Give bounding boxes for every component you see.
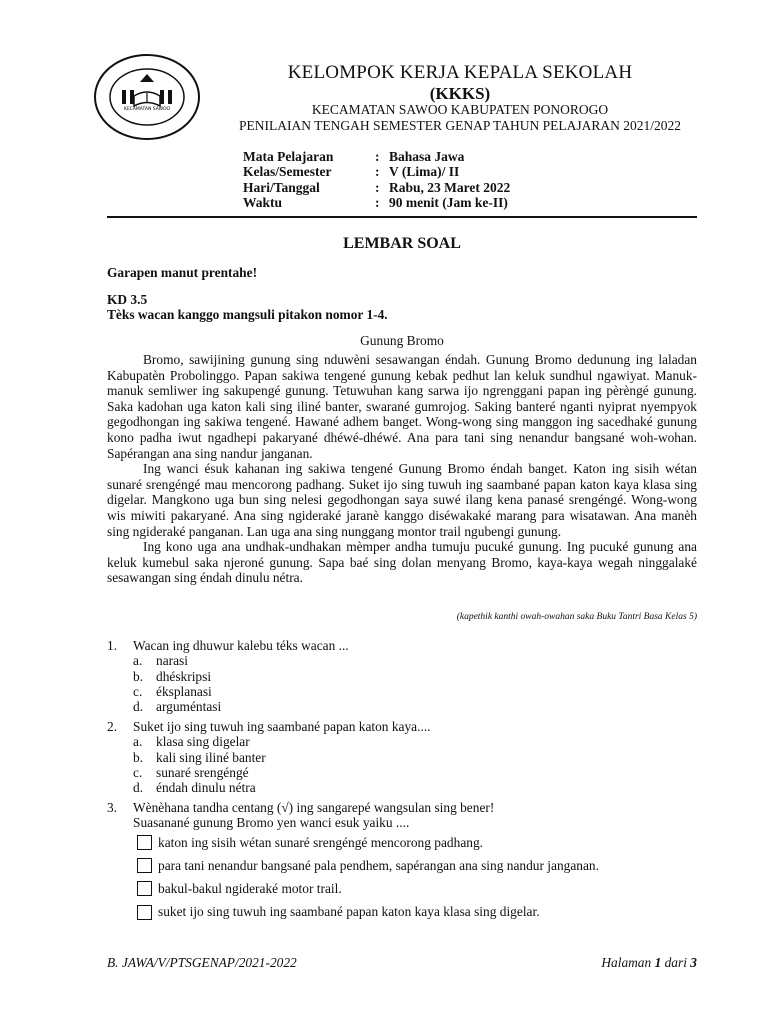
info-row: Kelas/Semester : V (Lima)/ II [243,164,460,180]
question-2: 2. Suket ijo sing tuwuh ing saambané papan katon kaya.... a. klasa sing digelar b. kali sing iliné banter c. sunaré srengéngé d. éndah dinulu nétra [107,719,707,795]
info-row: Mata Pelajaran : Bahasa Jawa [243,149,465,164]
page-footer [107,955,697,971]
option: a. narasi [133,653,188,669]
checkbox-option[interactable]: para tani nenandur bangsané pala pendhem, sapérangan ana sing nandur janganan. [137,858,707,873]
info-row: Waktu : 90 menit (Jam ke-II) [243,195,508,211]
checkbox[interactable] [137,905,152,920]
kd-code: KD 3.5 [107,292,148,307]
checkbox[interactable] [137,835,152,850]
reading-title: Gunung Bromo [360,333,444,348]
option: d. éndah dinulu nétra [133,780,256,796]
reading-paragraph: Ing wanci ésuk kahanan ing sakiwa tengené Gunung Bromo éndah banget. Katon ing sisih wétan sunaré srengéngé mau mencorong padhang. Suket ijo sing tuwuh ing saambané papan katon kaya klasa sing digelar. Mangkono uga bun sing nelesi gegodhongan saya suwé ilang kena panasé srengéngé. Wong-wong wis miwiti pakaryané. Ana sing ngideraké jaranè kanggo diséwakaké marang para wisatawan. Ana manèh sing ngideraké panganan. Lan uga ana sing nunggang montor trail ngubengi gunung. [107,461,697,539]
option: b. kali sing iliné banter [133,749,266,765]
info-row: Hari/Tanggal : Rabu, 23 Maret 2022 [243,179,511,195]
header-line-2: (KKKS) [429,84,491,103]
reading-passage [107,352,697,586]
reading-paragraph: Bromo, sawijining gunung sing nduwèni sesawangan éndah. Gunung Bromo dedunung ing laladan Kabupatèn Probolinggo. Papan sakiwa tengené gunung kebak pedhut lan keluk sundhul ngawiyat. Manuk-manuk semliwer ing sakupengé gunung. Tetuwuhan kang sarwa ijo ngrenggani papan ing pèrèngé gunung. Saka kadohan uga katon kali sing iliné banter, swarané gumrojog. Saking banteré nganti nyiprat nyempyok gegodhongan ing sakiwa tengené. Hawané adhem banget. Wong-wong sing manggon ing sacedhaké gunung kono padha iwut ngadhepi pakaryané dhéwé-dhéwé. Ana para tani sing nenandur bangsané woh-wohan. Sapérangan ana sing nandur janganan. [107,352,697,461]
checkbox[interactable] [137,858,152,873]
instruction: Garapen manut prentahe! [107,265,258,280]
header-line-3: KECAMATAN SAWOO KABUPATEN PONOROGO [311,102,609,117]
logo-inner-text: KECAMATAN SAWOO [123,107,171,112]
footer-code: B. JAWA/V/PTSGENAP/2021-2022 [107,955,297,970]
page-number: Halaman 1 dari 3 [601,955,697,970]
question-3-prompt: Suasanané gunung Bromo yen wanci esuk yaiku .... [133,815,410,831]
question-3: 3. Wènèhana tandha centang (√) ing sangarepé wangsulan sing bener! Suasanané gunung Bromo yen wanci esuk yaiku .... katon ing sisih wétan sunaré srengéngé mencorong padhang. para tani nenandur bangsané pala pendhem, sapérangan ana sing nandur janganan. bakul-bakul ngideraké motor trail. suket ijo sing tuwuh ing saambané papan katon kaya klasa sing digelar. [107,800,707,928]
reading-paragraph: Ing kono uga ana undhak-undhakan mèmper andha tumuju pucuké gunung. Ing pucuké gunung ana keluk kumebul saka njeroné gunung. Sapa baé sing dolan menyang Bromo, kaya-kaya wegah ninggalaké sesawangan sing éndah dinulu nétra. [107,539,697,586]
option: c. sunaré srengéngé [133,764,249,780]
checkbox[interactable] [137,881,152,896]
header-line-4: PENILAIAN TENGAH SEMESTER GENAP TAHUN PELAJARAN 2021/2022 [239,118,681,133]
exam-info [243,149,510,211]
option: a. klasa sing digelar [133,734,250,750]
option: c. éksplanasi [133,683,212,699]
checkbox-option[interactable]: suket ijo sing tuwuh ing saambané papan katon kaya klasa sing digelar. [137,904,707,919]
reading-source: (kapethik kanthi owah-owahan saka Buku Tantri Basa Kelas 5) [456,612,697,622]
question-1: 1. Wacan ing dhuwur kalebu téks wacan ... a. narasi b. dhéskripsi c. éksplanasi d. arguméntasi [107,638,707,714]
option: d. arguméntasi [133,699,222,715]
header-line-1: KELOMPOK KERJA KEPALA SEKOLAH [287,62,633,83]
option: b. dhéskripsi [133,668,212,684]
checkbox-option[interactable]: bakul-bakul ngideraké motor trail. [137,881,707,896]
checkbox-option[interactable]: katon ing sisih wétan sunaré srengéngé mencorong padhang. [137,835,707,850]
kd-text: Tèks wacan kanggo mangsuli pitakon nomor 1-4. [107,307,388,322]
page-title: LEMBAR SOAL [343,235,461,252]
header-divider [107,216,697,218]
